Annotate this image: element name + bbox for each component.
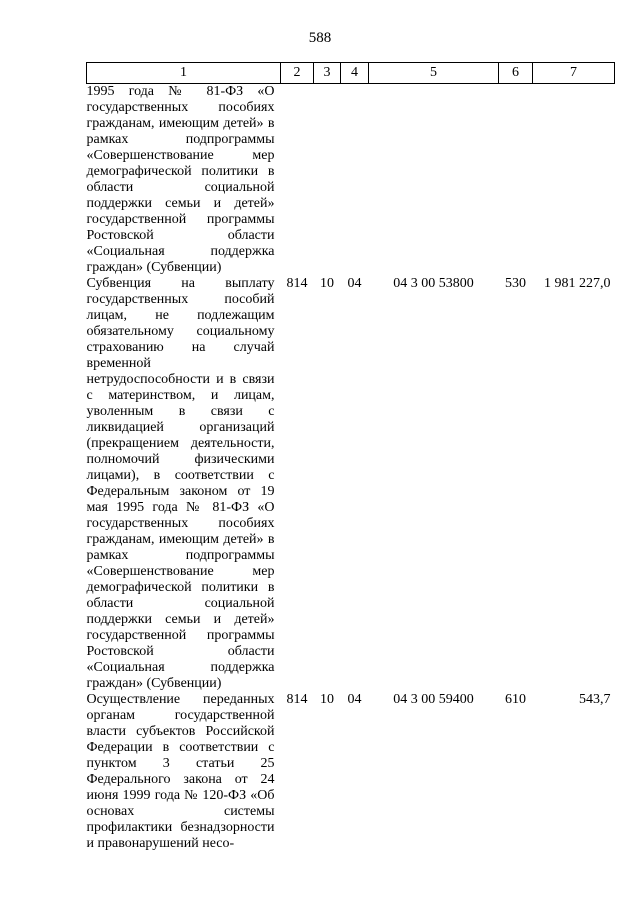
page-number: 588	[308, 30, 332, 46]
row-ministry-code: 814	[286, 692, 308, 707]
table-row	[87, 84, 615, 277]
table-row	[87, 276, 615, 692]
row-subsection-code: 04	[347, 692, 362, 707]
header-col-4: 4	[341, 63, 369, 84]
table-row	[87, 692, 615, 852]
row-subsection-code	[341, 84, 369, 277]
table-header	[87, 63, 615, 84]
row-description: 1995 года № 81-ФЗ «О государственных пособиях гражданам, имеющим детей» в рамках подпрограммы «Совершенствование мер демографической политики в области социальной поддержки семьи и детей» государственной программы Ростовской области «Социальная поддержка граждан» (Субвенции)	[86, 84, 275, 275]
row-amount: 1 981 227,0	[544, 276, 611, 291]
header-col-1: 1	[87, 63, 281, 84]
row-description: Субвенция на выплату государственных пособий лицам, не подлежащим обязательному социальному страхованию на случай временной нетрудоспособности и в связи с материнством, и лицам, уволенным в связи с ликвидацией организаций (прекращением деятельности, полномочий физическими лицами), в соответствии с Федеральным законом от 19 мая 1995 года № 81-ФЗ «О государственных пособиях гражданам, имеющим детей» в рамках подпрограммы «Совершенствование мер демографической политики в области социальной поддержки семьи и детей» государственной программы Ростовской области «Социальная поддержка граждан» (Субвенции)	[86, 276, 275, 691]
header-col-6: 6	[499, 63, 533, 84]
row-description: Осуществление переданных органам государственной власти субъектов Российской Федерации в соответствии с пунктом 3 статьи 25 Федерального закона от 24 июня 1999 года № 120-ФЗ «Об основах системы профилактики безнадзорности и правонарушений несо-	[86, 692, 275, 851]
row-expense-type: 530	[505, 276, 526, 291]
row-section-code	[314, 84, 341, 277]
header-col-5: 5	[369, 63, 499, 84]
row-section-code: 10	[320, 276, 334, 291]
row-target-article: 04 3 00 53800	[393, 276, 474, 291]
row-ministry-code	[281, 84, 314, 277]
row-ministry-code: 814	[286, 276, 308, 291]
header-col-7: 7	[533, 63, 615, 84]
budget-table	[86, 62, 615, 852]
row-amount	[533, 84, 615, 277]
header-col-2: 2	[281, 63, 314, 84]
header-col-3: 3	[314, 63, 341, 84]
row-target-article: 04 3 00 59400	[393, 692, 474, 707]
table-body	[87, 84, 615, 853]
header-row	[87, 63, 615, 84]
row-target-article	[369, 84, 499, 277]
row-section-code: 10	[320, 692, 334, 707]
row-amount: 543,7	[579, 692, 611, 707]
row-expense-type	[499, 84, 533, 277]
row-expense-type: 610	[505, 692, 526, 707]
row-subsection-code: 04	[347, 276, 362, 291]
